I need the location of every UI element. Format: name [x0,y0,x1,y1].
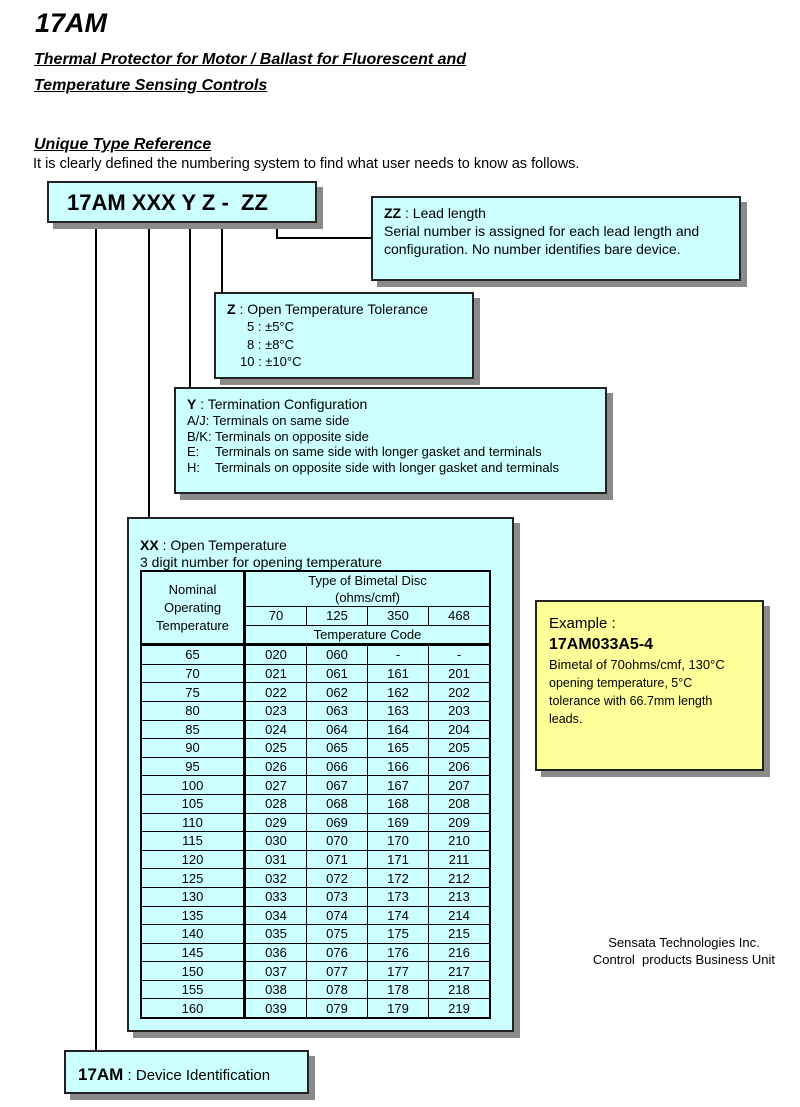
temperature-code-cell: 031 [245,850,307,869]
zz-desc-line1: Serial number is assigned for each lead length and [384,223,700,239]
z-item-10: 10 : ±10°C [240,354,302,369]
z-item-5: 5 : ±5°C [247,319,295,334]
temperature-code-cell: 074 [307,906,368,925]
table-row [141,925,490,944]
temperature-code-cell: 020 [245,645,307,665]
table-row [141,980,490,999]
nominal-temp-cell: 65 [141,645,245,665]
connector-zz-horizontal [276,237,372,239]
page-subtitle-line1: Thermal Protector for Motor / Ballast for Fluorescent and [34,51,467,68]
example-box [535,600,764,771]
temperature-code-cell: 023 [245,701,307,720]
table-row [141,794,490,813]
temperature-code-cell: 035 [245,925,307,944]
nominal-temp-cell: 70 [141,664,245,683]
temperature-code-cell: 077 [307,962,368,981]
section-title: Unique Type Reference [34,136,212,153]
connector-xxx [148,223,150,518]
type-code-format-box [47,181,317,223]
y-item-desc: Terminals on same side with longer gasket and terminals [215,444,542,459]
temperature-code-cell: 066 [307,757,368,776]
temperature-code-cell: 211 [429,850,491,869]
nominal-temp-cell: 130 [141,887,245,906]
y-item-code: B/K: [187,428,212,444]
xx-key: XX [140,537,159,553]
y-item-desc: Terminals on same side [212,413,350,428]
zz-lead-length-box [371,196,741,281]
z-key: Z [227,301,236,317]
nominal-temp-cell: 110 [141,813,245,832]
nominal-temp-cell: 155 [141,980,245,999]
temperature-code-cell: 062 [307,683,368,702]
temperature-code-cell: 061 [307,664,368,683]
temperature-code-cell: 212 [429,869,491,888]
temperature-code-cell: 203 [429,701,491,720]
temperature-code-cell: 172 [368,869,429,888]
z-tolerance-box [214,292,474,379]
temperature-code-cell: 202 [429,683,491,702]
table-row [141,943,490,962]
xx-description: 3 digit number for opening temperature [140,554,383,570]
temperature-code-cell: 165 [368,739,429,758]
table-row [141,776,490,795]
y-key: Y [187,396,197,412]
example-line3: tolerance with 66.7mm length [549,694,713,708]
nominal-temp-cell: 140 [141,925,245,944]
temperature-code-cell: 022 [245,683,307,702]
y-item-desc: Terminals on opposite side with longer gasket and terminals [215,459,559,475]
temperature-code-cell: 078 [307,980,368,999]
table-row [141,887,490,906]
temperature-code-cell: 218 [429,980,491,999]
nominal-temp-cell: 100 [141,776,245,795]
zz-desc-line2: configuration. No number identifies bare device. [384,241,681,257]
temperature-code-cell: - [368,645,429,665]
table-row [141,720,490,739]
nominal-temp-cell: 160 [141,999,245,1018]
table-row [141,645,490,665]
device-key: 17AM [78,1065,124,1084]
temperature-code-cell: 073 [307,887,368,906]
table-row [141,757,490,776]
temperature-code-cell: - [429,645,491,665]
intro-text: It is clearly defined the numbering system to find what user needs to know as follows. [33,156,580,172]
temperature-code-cell: 177 [368,962,429,981]
y-termination-box [174,387,607,494]
temperature-code-cell: 169 [368,813,429,832]
temperature-code-cell: 166 [368,757,429,776]
y-item-desc: Terminals on opposite side [214,428,369,444]
temperature-code-cell: 027 [245,776,307,795]
table-row [141,813,490,832]
temperature-code-cell: 217 [429,962,491,981]
temperature-code-cell: 079 [307,999,368,1018]
bimetal-type-350: 350 [368,607,429,626]
nominal-temp-cell: 115 [141,832,245,851]
temperature-code-cell: 162 [368,683,429,702]
nominal-temp-cell: 105 [141,794,245,813]
temperature-code-cell: 167 [368,776,429,795]
temperature-code-cell: 034 [245,906,307,925]
temperature-code-cell: 163 [368,701,429,720]
example-line4: leads. [549,712,583,726]
example-line2: opening temperature, 5°C [549,676,693,690]
temperature-code-cell: 208 [429,794,491,813]
zz-key: ZZ [384,205,402,221]
table-row [141,850,490,869]
nominal-temp-cell: 150 [141,962,245,981]
footer-unit: Control products Business Unit [592,952,775,967]
temperature-code-cell: 068 [307,794,368,813]
temperature-code-cell: 072 [307,869,368,888]
temperature-code-cell: 213 [429,887,491,906]
temperature-code-cell: 179 [368,999,429,1018]
temperature-code-cell: 063 [307,701,368,720]
col-header-nominal-temp: Nominal Operating Temperature [141,571,245,645]
temperature-code-cell: 207 [429,776,491,795]
nominal-temp-cell: 80 [141,701,245,720]
temperature-code-cell: 029 [245,813,307,832]
nominal-temp-cell: 95 [141,757,245,776]
temperature-code-table [140,570,491,1019]
company-footer [593,934,775,968]
temperature-code-cell: 038 [245,980,307,999]
temperature-code-cell: 210 [429,832,491,851]
temperature-code-cell: 071 [307,850,368,869]
example-title: Example : [549,615,616,632]
nominal-temp-cell: 135 [141,906,245,925]
temperature-code-cell: 060 [307,645,368,665]
table-row [141,664,490,683]
temperature-code-cell: 026 [245,757,307,776]
footer-company: Sensata Technologies Inc. [608,935,760,950]
y-item-code: H: [187,459,200,475]
temperature-code-cell: 201 [429,664,491,683]
y-label: : Termination Configuration [196,396,368,412]
y-item-code: A/J: [187,413,210,428]
temperature-code-cell: 204 [429,720,491,739]
type-code-format: 17AM XXX Y Z - ZZ [67,190,268,215]
temperature-code-cell: 036 [245,943,307,962]
col-header-temperature-code: Temperature Code [245,625,491,645]
temperature-code-cell: 214 [429,906,491,925]
temperature-code-cell: 171 [368,850,429,869]
temperature-code-cell: 021 [245,664,307,683]
temperature-code-cell: 075 [307,925,368,944]
bimetal-type-70: 70 [245,607,307,626]
temperature-code-cell: 067 [307,776,368,795]
z-item-8: 8 : ±8°C [247,336,295,352]
col-header-bimetal-type: Type of Bimetal Disc (ohms/cmf) [245,571,491,607]
example-code: 17AM033A5-4 [549,636,654,653]
temperature-code-cell: 173 [368,887,429,906]
temperature-code-cell: 039 [245,999,307,1018]
example-line1: Bimetal of 70ohms/cmf, 130°C [549,657,725,672]
temperature-code-cell: 176 [368,943,429,962]
z-label: : Open Temperature Tolerance [235,301,429,317]
temperature-code-cell: 032 [245,869,307,888]
temperature-code-cell: 164 [368,720,429,739]
table-row [141,999,490,1018]
temperature-code-cell: 069 [307,813,368,832]
device-label: : Device Identification [123,1067,271,1084]
nominal-temp-cell: 120 [141,850,245,869]
connector-y [189,223,191,388]
temperature-code-cell: 216 [429,943,491,962]
temperature-code-cell: 025 [245,739,307,758]
temperature-code-cell: 170 [368,832,429,851]
temperature-code-cell: 024 [245,720,307,739]
y-item-code: E: [187,444,200,459]
page-title: 17AM [35,8,108,38]
connector-17am [95,223,97,1051]
table-row [141,739,490,758]
bimetal-type-468: 468 [429,607,491,626]
table-row [141,832,490,851]
temperature-code-cell: 037 [245,962,307,981]
temperature-code-cell: 161 [368,664,429,683]
temperature-code-cell: 209 [429,813,491,832]
page-subtitle-line2: Temperature Sensing Controls [34,77,268,94]
temperature-code-cell: 205 [429,739,491,758]
xx-label: : Open Temperature [158,537,287,553]
temperature-code-cell: 215 [429,925,491,944]
nominal-temp-cell: 75 [141,683,245,702]
temperature-code-cell: 178 [368,980,429,999]
bimetal-type-125: 125 [307,607,368,626]
table-row [141,683,490,702]
temperature-code-cell: 033 [245,887,307,906]
temperature-code-cell: 175 [368,925,429,944]
zz-label: : Lead length [401,205,486,221]
xx-open-temperature-box [127,517,514,1032]
temperature-code-cell: 206 [429,757,491,776]
temperature-code-cell: 219 [429,999,491,1018]
nominal-temp-cell: 85 [141,720,245,739]
table-row [141,701,490,720]
temperature-code-cell: 030 [245,832,307,851]
temperature-code-cell: 168 [368,794,429,813]
table-row [141,869,490,888]
temperature-code-cell: 028 [245,794,307,813]
connector-z [221,223,223,293]
temperature-code-cell: 065 [307,739,368,758]
temperature-code-cell: 076 [307,943,368,962]
temperature-code-cell: 064 [307,720,368,739]
nominal-temp-cell: 125 [141,869,245,888]
device-identification-box [64,1050,309,1094]
nominal-temp-cell: 90 [141,739,245,758]
nominal-temp-cell: 145 [141,943,245,962]
table-row [141,962,490,981]
table-row [141,906,490,925]
temperature-code-cell: 070 [307,832,368,851]
temperature-code-cell: 174 [368,906,429,925]
